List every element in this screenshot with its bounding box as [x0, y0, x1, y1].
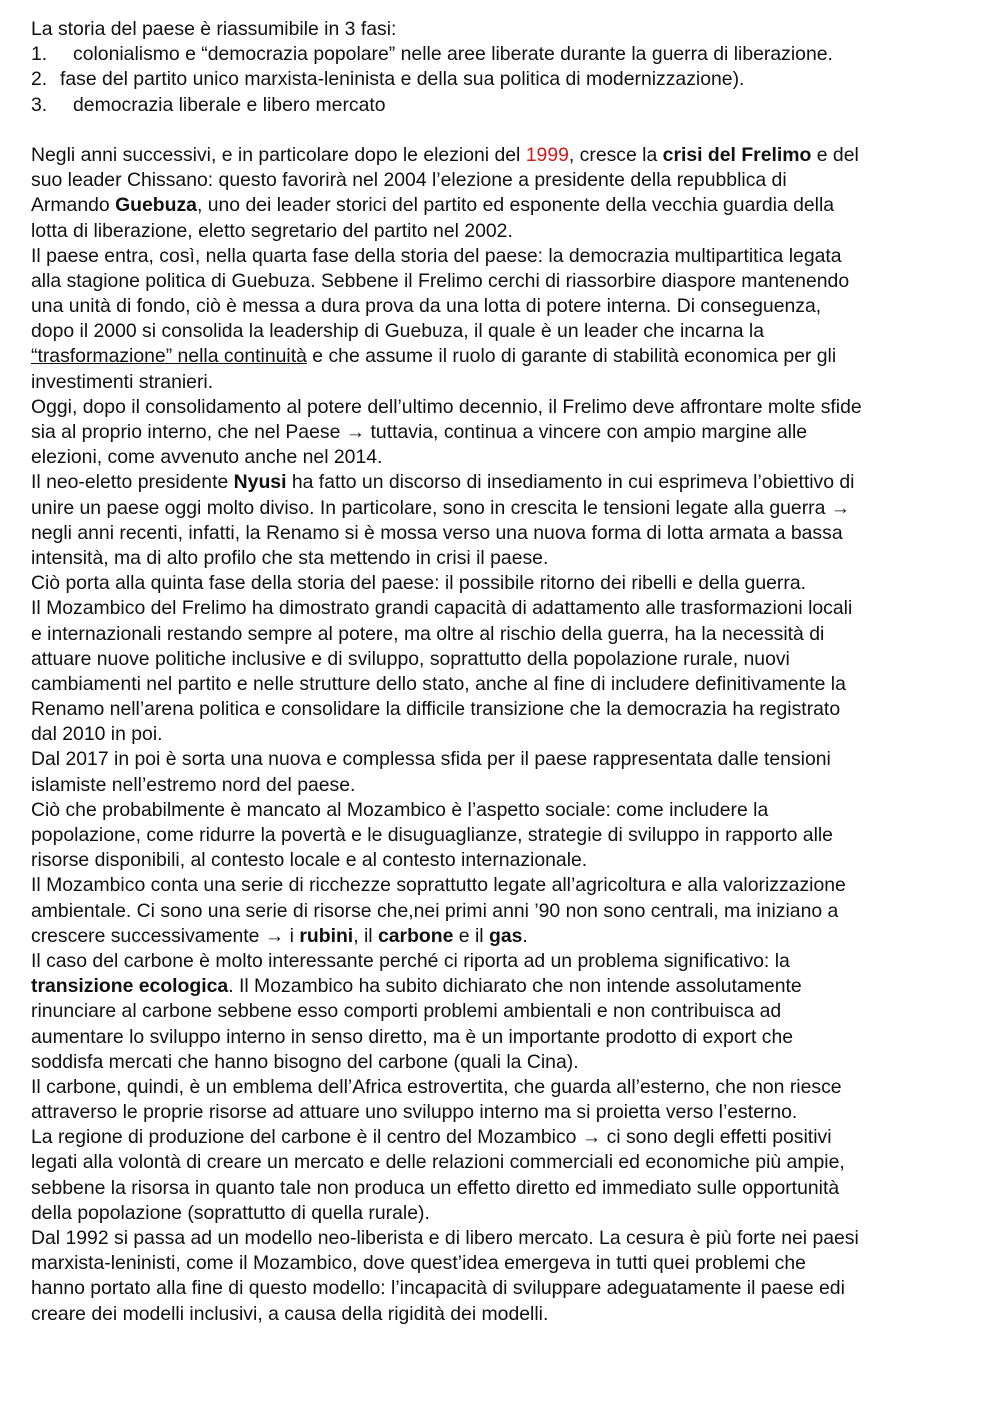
- text-line: intensità, ma di alto profilo che sta mettendo in crisi il paese.: [31, 546, 549, 569]
- text-run: , cresce la: [568, 143, 663, 166]
- paragraph-3: [31, 395, 976, 471]
- intro-heading: La storia del paese è riassumibile in 3 fasi:: [31, 18, 397, 40]
- text-line: Oggi, dopo il consolidamento al potere dell’ultimo decennio, il Frelimo deve affrontare molte sfide: [31, 395, 862, 418]
- text-line: [31, 344, 976, 369]
- text-line: soddisfa mercati che hanno bisogno del carbone (quali la Cina).: [31, 1050, 579, 1073]
- text-line: Il carbone, quindi, è un emblema dell’Africa estrovertita, che guarda all’esterno, che non riesce: [31, 1075, 842, 1098]
- paragraph-7: [31, 747, 976, 797]
- text-line: Dal 2017 in poi è sorta una nuova e complessa sfida per il paese rappresentata dalle tensioni: [31, 748, 831, 771]
- text-line: dal 2010 in poi.: [31, 723, 163, 746]
- text-line: della popolazione (soprattutto di quella rurale).: [31, 1201, 430, 1224]
- text-line: attraverso le proprie risorse ad attuare uno sviluppo interno ma si proietta verso l’esterno.: [31, 1101, 798, 1124]
- text-line: hanno portato alla fine di questo modello: l’incapacità di sviluppare adeguatamente il paese edi: [31, 1277, 845, 1300]
- text-line: Ciò porta alla quinta fase della storia del paese: il possibile ritorno dei ribelli e della guerra.: [31, 572, 806, 595]
- text-line: Il paese entra, così, nella quarta fase della storia del paese: la democrazia multipartitica legata: [31, 244, 842, 267]
- phase-item-2: [31, 67, 976, 92]
- text-line: risorse disponibili, al contesto locale e al contesto internazionale.: [31, 849, 588, 872]
- phase-number: 2.: [31, 68, 48, 91]
- text-line: marxista-leninisti, come il Mozambico, dove quest’idea emergeva in tutti quei problemi che: [31, 1252, 806, 1275]
- bold-term: gas: [488, 924, 523, 947]
- text-run: e il: [453, 924, 489, 947]
- paragraph-9: [31, 873, 976, 949]
- underlined-phrase: “trasformazione” nella continuità: [31, 345, 307, 368]
- text-run: Il neo-eletto presidente: [31, 471, 234, 494]
- bold-term: transizione ecologica: [31, 975, 229, 998]
- text-line: Il Mozambico del Frelimo ha dimostrato grandi capacità di adattamento alle trasformazioni locali: [31, 597, 853, 620]
- text-line: creare dei modelli inclusivi, a causa della rigidità dei modelli.: [31, 1302, 549, 1325]
- text-line: Ciò che probabilmente è mancato al Mozambico è l’aspetto sociale: come includere la: [31, 798, 769, 821]
- text-line: ambientale. Ci sono una serie di risorse che,nei primi anni ’90 non sono centrali, ma iniziano a: [31, 899, 839, 922]
- phase-item-1: [31, 42, 976, 67]
- text-line: rinunciare al carbone sebbene esso comporti problemi ambientali e non contribuisca ad: [31, 1000, 782, 1023]
- paragraph-12: [31, 1125, 976, 1226]
- phase-text: democrazia liberale e libero mercato: [73, 93, 386, 116]
- bold-term: carbone: [377, 924, 454, 947]
- text-line: [31, 470, 976, 495]
- text-run: , il: [353, 924, 378, 947]
- text-line: Dal 1992 si passa ad un modello neo-liberista e di libero mercato. La cesura è più forte nei paesi: [31, 1227, 859, 1249]
- text-line: elezioni, come avvenuto anche nel 2014.: [31, 446, 383, 469]
- text-line: sia al proprio interno, che nel Paese → tuttavia, continua a vincere con ampio margine alle: [31, 421, 808, 443]
- text-run: , uno dei leader storici del partito ed esponente della vecchia guardia della: [196, 194, 835, 217]
- text-line: Il caso del carbone è molto interessante perché ci riporta ad un problema significativo: la: [31, 949, 790, 972]
- text-line: attuare nuove politiche inclusive e di sviluppo, soprattutto della popolazione rurale, nuovi: [31, 647, 790, 670]
- phase-number: 1.: [31, 43, 48, 66]
- text-line: [31, 924, 976, 949]
- paragraph-11: [31, 1075, 976, 1125]
- text-line: lotta di liberazione, eletto segretario del partito nel 2002.: [31, 219, 513, 242]
- text-line: suo leader Chissano: questo favorirà nel 2004 l’elezione a presidente della repubblica di: [31, 169, 787, 192]
- bold-term: crisi del Frelimo: [662, 143, 812, 166]
- text-line: dopo il 2000 si consolida la leadership di Guebuza, il quale è un leader che incarna la: [31, 320, 765, 343]
- paragraph-6: [31, 596, 976, 747]
- text-line: Il Mozambico conta una serie di ricchezze soprattutto legate all’agricoltura e alla valorizzazione: [31, 874, 846, 897]
- paragraph-5: [31, 571, 976, 596]
- bold-term: Guebuza: [115, 194, 197, 217]
- bold-term: Nyusi: [233, 471, 287, 494]
- paragraph-13: [31, 1226, 976, 1327]
- text-line: sebbene la risorsa in quanto tale non produca un effetto diretto ed immediato sulle opportunità: [31, 1176, 840, 1199]
- year-highlight: 1999: [525, 143, 569, 166]
- paragraph-1: [31, 143, 976, 244]
- text-run: .: [522, 924, 528, 947]
- text-run: . Il Mozambico ha subito dichiarato che non intende assolutamente: [228, 975, 802, 998]
- paragraph-gap: [31, 118, 976, 143]
- text-run: e che assume il ruolo di garante di stabilità economica per gli: [306, 345, 837, 368]
- text-line: alla stagione politica di Guebuza. Sebbene il Frelimo cerchi di riassorbire diaspore mantenendo: [31, 269, 850, 292]
- text-line: legati alla volontà di creare un mercato e delle relazioni commerciali ed economiche più ampie,: [31, 1151, 845, 1174]
- bold-term: rubini: [299, 924, 354, 947]
- text-line: Renamo nell’arena politica e consolidare la difficile transizione che la democrazia ha registrato: [31, 698, 841, 721]
- phase-text: colonialismo e “democrazia popolare” nelle aree liberate durante la guerra di liberazione.: [73, 43, 833, 66]
- text-run: e del: [811, 143, 859, 166]
- paragraph-4: [31, 470, 976, 571]
- text-line: La regione di produzione del carbone è il centro del Mozambico → ci sono degli effetti positivi: [31, 1126, 832, 1149]
- phase-text: fase del partito unico marxista-leninista e della sua politica di modernizzazione).: [60, 68, 745, 91]
- paragraph-10: [31, 949, 976, 1075]
- text-line: una unità di fondo, ciò è messa a dura prova da una lotta di potere interna. Di conseguenza,: [31, 295, 822, 318]
- text-line: aumentare lo sviluppo interno in senso diretto, ma è un importante prodotto di export che: [31, 1025, 794, 1048]
- text-run: crescere successivamente → i: [31, 924, 300, 947]
- text-line: investimenti stranieri.: [31, 370, 214, 393]
- text-line: [31, 974, 976, 999]
- document-page: [31, 17, 976, 1327]
- text-line: [31, 143, 976, 168]
- text-line: islamiste nell’estremo nord del paese.: [31, 773, 356, 796]
- text-run: Armando: [31, 194, 116, 217]
- text-line: [31, 193, 976, 218]
- text-run: ha fatto un discorso di insediamento in cui esprimeva l’obiettivo di: [286, 471, 855, 494]
- text-line: negli anni recenti, infatti, la Renamo si è mossa verso una nuova forma di lotta armata a bassa: [31, 521, 843, 544]
- paragraph-8: [31, 798, 976, 874]
- text-run: Negli anni successivi, e in particolare dopo le elezioni del: [31, 143, 526, 166]
- intro-section: [31, 17, 976, 118]
- phase-item-3: [31, 93, 976, 118]
- text-line: cambiamenti nel partito e nelle strutture dello stato, anche al fine di includere definitivamente la: [31, 672, 846, 695]
- text-line: popolazione, come ridurre la povertà e le disuguaglianze, strategie di sviluppo in rapporto alle: [31, 824, 833, 846]
- paragraph-2: [31, 244, 976, 395]
- phase-number: 3.: [31, 93, 48, 116]
- text-line: unire un paese oggi molto diviso. In particolare, sono in crescita le tensioni legate alla guerra →: [31, 496, 851, 519]
- text-line: e internazionali restando sempre al potere, ma oltre al rischio della guerra, ha la necessità di: [31, 622, 825, 645]
